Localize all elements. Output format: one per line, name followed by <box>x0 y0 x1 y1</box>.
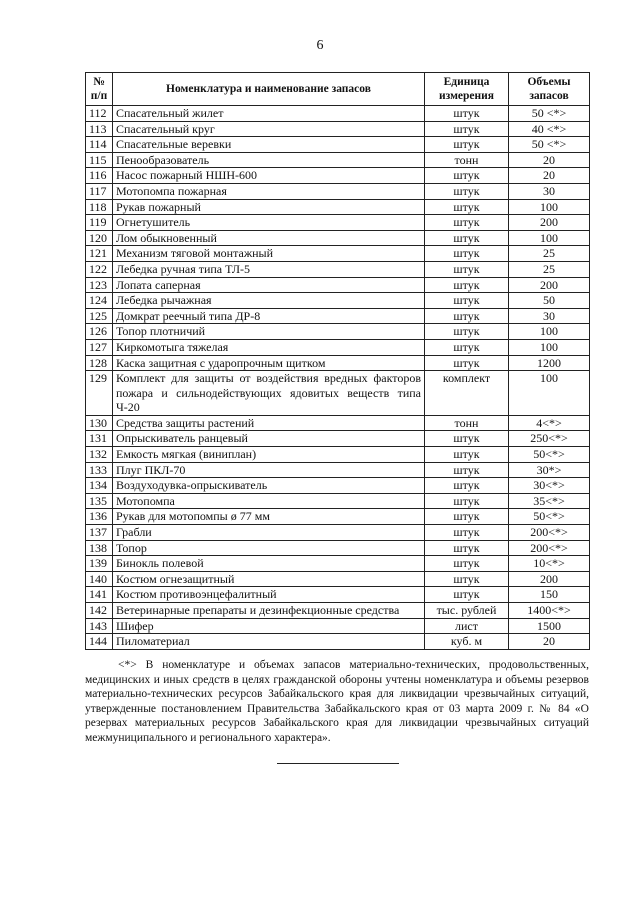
row-volume: 100 <box>509 199 590 215</box>
table-row <box>86 540 590 556</box>
row-number: 125 <box>86 308 113 324</box>
row-number: 138 <box>86 540 113 556</box>
row-unit: штук <box>425 168 509 184</box>
row-unit: штук <box>425 509 509 525</box>
row-volume: 100 <box>509 339 590 355</box>
row-number: 118 <box>86 199 113 215</box>
row-number: 122 <box>86 261 113 277</box>
row-volume: 25 <box>509 246 590 262</box>
row-number: 119 <box>86 215 113 231</box>
table-body <box>86 106 590 650</box>
table-row <box>86 618 590 634</box>
row-name: Костюм противоэнцефалитный <box>113 587 425 603</box>
row-name: Пиломатериал <box>113 634 425 650</box>
row-volume: 100 <box>509 371 590 416</box>
row-volume: 25 <box>509 261 590 277</box>
closing-rule <box>277 763 399 764</box>
row-number: 137 <box>86 525 113 541</box>
table-row <box>86 371 590 416</box>
row-unit: штук <box>425 556 509 572</box>
row-number: 128 <box>86 355 113 371</box>
row-volume: 40 <*> <box>509 121 590 137</box>
table-row <box>86 121 590 137</box>
row-volume: 30*> <box>509 462 590 478</box>
table-row <box>86 261 590 277</box>
row-unit: штук <box>425 462 509 478</box>
table-header-row <box>86 73 590 106</box>
row-volume: 50 <*> <box>509 137 590 153</box>
row-name: Топор <box>113 540 425 556</box>
row-unit: штук <box>425 339 509 355</box>
row-volume: 250<*> <box>509 431 590 447</box>
row-name: Спасательный круг <box>113 121 425 137</box>
table-row <box>86 634 590 650</box>
row-number: 144 <box>86 634 113 650</box>
row-name: Рукав для мотопомпы ø 77 мм <box>113 509 425 525</box>
row-name: Лом обыкновенный <box>113 230 425 246</box>
row-number: 121 <box>86 246 113 262</box>
row-volume: 20 <box>509 152 590 168</box>
row-volume: 20 <box>509 634 590 650</box>
row-number: 114 <box>86 137 113 153</box>
table-row <box>86 106 590 122</box>
row-number: 115 <box>86 152 113 168</box>
row-unit: штук <box>425 183 509 199</box>
row-volume: 200 <box>509 571 590 587</box>
row-volume: 35<*> <box>509 493 590 509</box>
row-number: 143 <box>86 618 113 634</box>
row-number: 136 <box>86 509 113 525</box>
row-name: Костюм огнезащитный <box>113 571 425 587</box>
row-name: Лебедка ручная типа ТЛ-5 <box>113 261 425 277</box>
row-volume: 20 <box>509 168 590 184</box>
table-row <box>86 230 590 246</box>
row-name: Топор плотничий <box>113 324 425 340</box>
row-unit: штук <box>425 525 509 541</box>
row-name: Домкрат реечный типа ДР-8 <box>113 308 425 324</box>
row-volume: 200<*> <box>509 525 590 541</box>
row-name: Спасательные веревки <box>113 137 425 153</box>
table-row <box>86 137 590 153</box>
row-unit: штук <box>425 106 509 122</box>
row-number: 127 <box>86 339 113 355</box>
row-volume: 4<*> <box>509 415 590 431</box>
row-number: 123 <box>86 277 113 293</box>
row-volume: 50 <*> <box>509 106 590 122</box>
table-row <box>86 324 590 340</box>
row-unit: штук <box>425 355 509 371</box>
row-number: 130 <box>86 415 113 431</box>
row-unit: штук <box>425 293 509 309</box>
row-name: Насос пожарный НШН-600 <box>113 168 425 184</box>
row-volume: 150 <box>509 587 590 603</box>
row-name: Спасательный жилет <box>113 106 425 122</box>
row-unit: тонн <box>425 152 509 168</box>
table-row <box>86 277 590 293</box>
row-name: Емкость мягкая (виниплан) <box>113 447 425 463</box>
row-volume: 30 <box>509 308 590 324</box>
row-unit: штук <box>425 431 509 447</box>
row-name: Мотопомпа <box>113 493 425 509</box>
row-unit: комплект <box>425 371 509 416</box>
row-number: 113 <box>86 121 113 137</box>
row-unit: штук <box>425 215 509 231</box>
header-name: Номенклатура и наименование запасов <box>113 73 425 106</box>
table-row <box>86 215 590 231</box>
row-name: Рукав пожарный <box>113 199 425 215</box>
table-row <box>86 571 590 587</box>
row-name: Механизм тяговой монтажный <box>113 246 425 262</box>
row-volume: 200 <box>509 215 590 231</box>
table-row <box>86 462 590 478</box>
row-volume: 200 <box>509 277 590 293</box>
row-name: Воздуходувка-опрыскиватель <box>113 478 425 494</box>
table-row <box>86 603 590 619</box>
table-row <box>86 431 590 447</box>
row-volume: 1400<*> <box>509 603 590 619</box>
table-row <box>86 199 590 215</box>
row-number: 112 <box>86 106 113 122</box>
row-name: Опрыскиватель ранцевый <box>113 431 425 447</box>
row-name: Ветеринарные препараты и дезинфекционные средства <box>113 603 425 619</box>
table-row <box>86 493 590 509</box>
row-number: 126 <box>86 324 113 340</box>
row-name: Плуг ПКЛ-70 <box>113 462 425 478</box>
row-unit: штук <box>425 246 509 262</box>
row-name: Комплект для защиты от воздействия вредных факторов пожара и сильнодействующих ядовитых веществ типа Ч-20 <box>113 371 425 416</box>
row-number: 133 <box>86 462 113 478</box>
footnote: <*> В номенклатуре и объемах запасов материально-технических, продовольственных, медицинских и иных средств в целях гражданской обороны учтены номенклатура и объемы резервов материально-технических ресурсов Забайкальского края для ликвидации чрезвычайных ситуаций, утвержденные постановлением Правительства Забайкальского края от 03 марта 2009 г. № 84 «О резервах материальных ресурсов Забайкальского края для ликвидации чрезвычайных ситуаций межмуниципального и регионального характера». <box>85 659 589 744</box>
row-volume: 30<*> <box>509 478 590 494</box>
row-number: 132 <box>86 447 113 463</box>
row-volume: 50<*> <box>509 509 590 525</box>
row-number: 134 <box>86 478 113 494</box>
row-unit: штук <box>425 199 509 215</box>
table-row <box>86 415 590 431</box>
row-unit: штук <box>425 447 509 463</box>
table-row <box>86 478 590 494</box>
row-number: 116 <box>86 168 113 184</box>
table-row <box>86 509 590 525</box>
row-volume: 50<*> <box>509 447 590 463</box>
row-unit: штук <box>425 121 509 137</box>
row-name: Шифер <box>113 618 425 634</box>
table-row <box>86 168 590 184</box>
row-number: 141 <box>86 587 113 603</box>
row-unit: штук <box>425 230 509 246</box>
row-unit: тыс. рублей <box>425 603 509 619</box>
row-unit: штук <box>425 261 509 277</box>
row-name: Бинокль полевой <box>113 556 425 572</box>
row-unit: куб. м <box>425 634 509 650</box>
row-unit: штук <box>425 478 509 494</box>
row-name: Огнетушитель <box>113 215 425 231</box>
table-row <box>86 525 590 541</box>
row-volume: 200<*> <box>509 540 590 556</box>
header-unit: Единица измерения <box>425 73 509 106</box>
row-unit: тонн <box>425 415 509 431</box>
row-number: 140 <box>86 571 113 587</box>
row-name: Киркомотыга тяжелая <box>113 339 425 355</box>
row-unit: штук <box>425 137 509 153</box>
table-row <box>86 355 590 371</box>
table-row <box>86 587 590 603</box>
inventory-table <box>85 72 590 650</box>
row-volume: 1200 <box>509 355 590 371</box>
row-number: 117 <box>86 183 113 199</box>
header-number: № п/п <box>86 73 113 106</box>
row-volume: 100 <box>509 230 590 246</box>
table-row <box>86 556 590 572</box>
row-name: Средства защиты растений <box>113 415 425 431</box>
row-unit: штук <box>425 540 509 556</box>
row-name: Пенообразователь <box>113 152 425 168</box>
table-row <box>86 293 590 309</box>
row-name: Каска защитная с ударопрочным щитком <box>113 355 425 371</box>
row-name: Мотопомпа пожарная <box>113 183 425 199</box>
row-name: Грабли <box>113 525 425 541</box>
table-row <box>86 246 590 262</box>
table-row <box>86 308 590 324</box>
row-unit: штук <box>425 571 509 587</box>
row-number: 131 <box>86 431 113 447</box>
row-number: 135 <box>86 493 113 509</box>
row-unit: штук <box>425 324 509 340</box>
row-number: 129 <box>86 371 113 416</box>
row-unit: штук <box>425 587 509 603</box>
row-name: Лебедка рычажная <box>113 293 425 309</box>
row-volume: 100 <box>509 324 590 340</box>
row-number: 124 <box>86 293 113 309</box>
row-unit: штук <box>425 277 509 293</box>
page-number: 6 <box>316 38 324 53</box>
row-unit: штук <box>425 308 509 324</box>
table-row <box>86 152 590 168</box>
table-row <box>86 447 590 463</box>
row-number: 142 <box>86 603 113 619</box>
row-unit: штук <box>425 493 509 509</box>
table-row <box>86 183 590 199</box>
row-volume: 1500 <box>509 618 590 634</box>
row-volume: 30 <box>509 183 590 199</box>
row-number: 139 <box>86 556 113 572</box>
row-unit: лист <box>425 618 509 634</box>
row-number: 120 <box>86 230 113 246</box>
table-row <box>86 339 590 355</box>
row-volume: 50 <box>509 293 590 309</box>
row-name: Лопата саперная <box>113 277 425 293</box>
row-volume: 10<*> <box>509 556 590 572</box>
header-volume: Объемы запасов <box>509 73 590 106</box>
